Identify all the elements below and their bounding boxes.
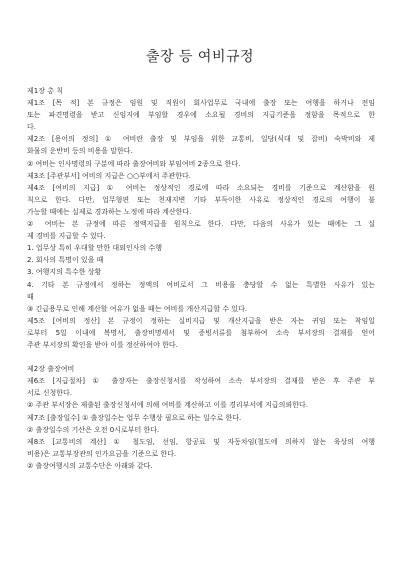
paragraph-line: 4. 기타 본 규정에서 정하는 정액의 여비로서 그 비용을 충당할 수 없는 특별한 사유가 있는 — [27, 280, 375, 289]
paragraph-line: 주관 부서장의 확인을 받아 이를 정산하여야 한다. — [27, 340, 178, 349]
paragraph-line: 칙으로 한다. 다만, 업무형편 또는 천재지변 기타 부득이한 사유로 정상적인 경로의 여행이 불 — [27, 195, 375, 204]
paragraph-line: 제7조 [출장일수] ① 출장일수는 업무 수행상 필요로 하는 일수로 한다. — [27, 413, 242, 422]
paragraph-line: 제4조 [여비의 지급] ① 여비는 정상적인 경로에 따라 소요되는 경비를 기준으로 계산함을 원 — [27, 183, 375, 192]
paragraph-line: 제8조 [교통비의 계산] ① 철도임, 선임, 항공료 및 자동차임(철도에 의하지 않는 육상의 여행 — [27, 437, 375, 446]
document-body — [27, 85, 375, 472]
paragraph-line: 또는 파견명령을 받고 신임지에 부임할 경우에 소요될 경비의 지급기준을 정함을 목적으로 한 — [27, 111, 375, 120]
paragraph-line: ③ 긴급용무로 인해 계산할 여유가 없을 때는 여비를 개산지급할 수 있다. — [27, 304, 248, 313]
paragraph-line: ② 여비는 본 규정에 따른 정액지급을 원칙으로 한다. 다만, 다음의 사유가 있는 때에는 그 실 — [27, 220, 375, 229]
paragraph-line: 때 — [27, 292, 34, 301]
paragraph-line: 비용)은 교통부장관의 인가요금을 기준으로 한다. — [27, 449, 177, 458]
document-title: 출장 등 여비규정 — [145, 49, 255, 65]
paragraph-line: 제5조 [여비의 정산] 본 규정이 정하는 실비지급 및 개산지급을 받은 자는 귀임 또는 착임일 — [27, 316, 375, 325]
chapter-heading: 제2장 출장여비 — [27, 365, 75, 374]
paragraph-line: 로부터 5일 이내에 복명서, 출장비명세서 및 증빙서류를 첨부하여 소속 부서장의 결재를 얻어 — [27, 328, 375, 337]
paragraph-line: 1. 업무상 특히 우대할 만한 대외인사의 수행 — [27, 244, 162, 253]
chapter-spacer — [27, 351, 375, 363]
paragraph-line: 제3조 [주관부서] 여비의 지급은 ○○부에서 주관한다. — [27, 171, 191, 180]
paragraph-line: 화물의 운반비 등의 비용을 말한다. — [27, 147, 133, 156]
chapter-heading: 제1장 총 칙 — [27, 87, 63, 95]
paragraph-line: 제6조 [지급절차] ① 출장자는 출장신청서를 작성하여 소속 부서장의 결재를 받은 후 주관 부 — [27, 377, 375, 386]
paragraph-line: ② 여비는 인사명령의 구분에 따라 출장여비와 부임여비 2종으로 한다. — [27, 159, 241, 168]
paragraph-line: 제2조 [용어의 정의] ① 여비란 출장 및 부임을 위한 교통비, 일당(식대 및 잡비) 숙박비와 제 — [27, 135, 375, 144]
paragraph-line: 다. — [27, 123, 36, 132]
paragraph-line: ② 주관 부서장은 제출된 출장신청서에 의해 여비를 계산하고 이를 경리부서에 지급의뢰한다. — [27, 401, 308, 410]
paragraph-line: 서로 신청한다. — [27, 389, 73, 398]
paragraph-line: 가능할 때에는 실제로 경과하는 노정에 따라 계산한다. — [27, 207, 192, 216]
paragraph-line: ② 출장여행시의 교통수단은 아래와 같다. — [27, 461, 153, 470]
paragraph-line: 제1조 [목 적] 본 규정은 임원 및 직원이 회사업무로 국내에 출장 또는 여행을 하거나 전임 — [27, 99, 375, 108]
paragraph-line: 2. 회사의 특명이 있을 때 — [27, 256, 104, 265]
paragraph-line: ② 출장일수의 기산은 오전 0시로부터 한다. — [27, 425, 160, 434]
paragraph-line: 제 경비를 지급할 수 있다. — [27, 232, 106, 241]
paragraph-line: 3. 여행지의 특수한 상황 — [27, 268, 102, 277]
